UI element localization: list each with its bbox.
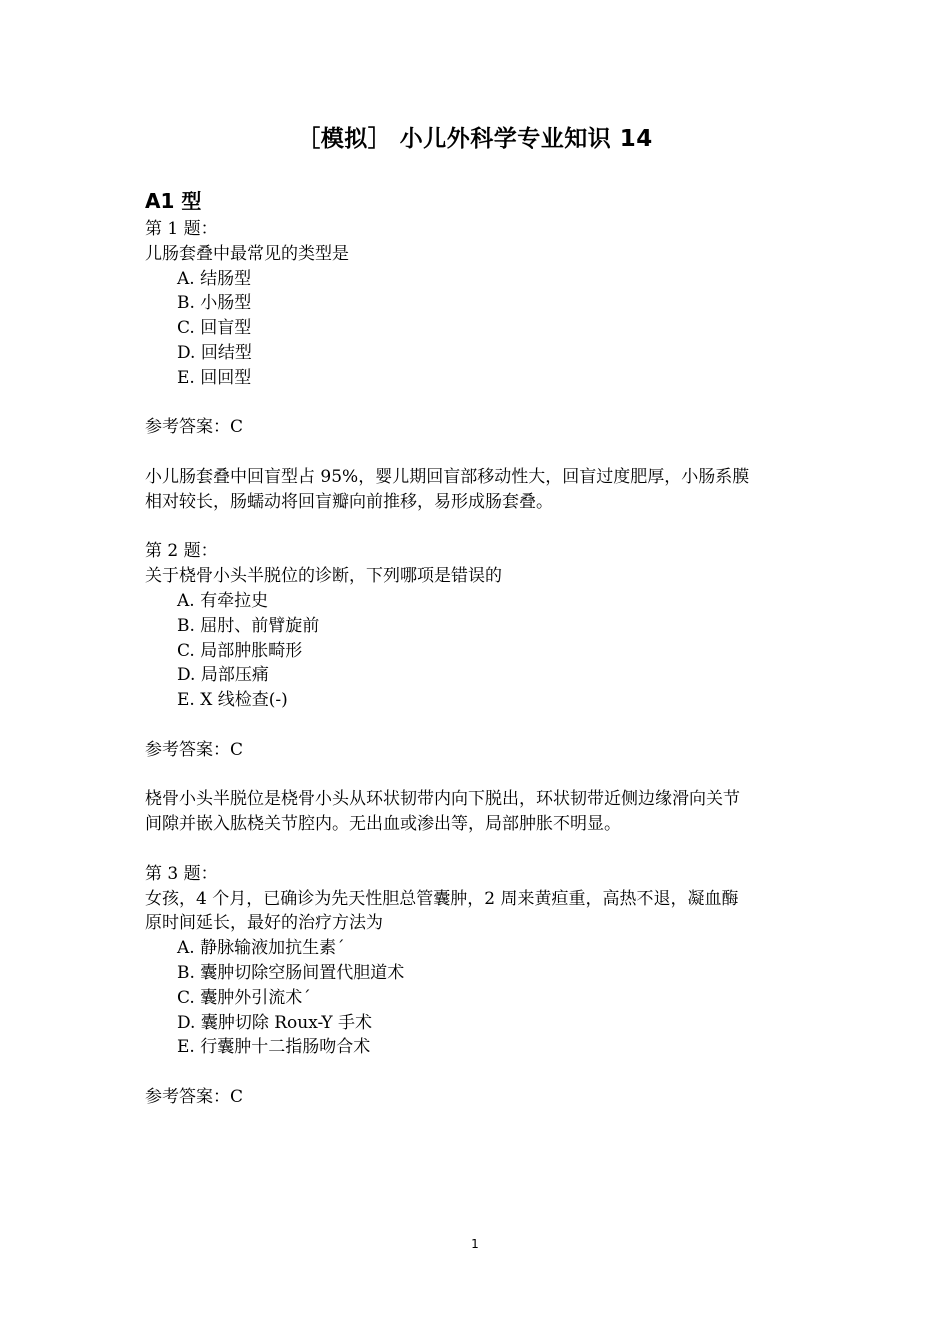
option-e: E. 回回型 (177, 367, 252, 388)
document-title: ［模拟］ 小儿外科学专业知识 14 (297, 126, 653, 152)
question-stem: 原时间延长，最好的治疗方法为 (145, 913, 383, 934)
explanation-line: 相对较长，肠蠕动将回盲瓣向前推移，易形成肠套叠。 (145, 491, 553, 512)
question-3 (145, 862, 815, 1110)
question-number: 第 2 题： (145, 541, 218, 562)
option-a: A. 结肠型 (177, 268, 252, 289)
option-c: C. 囊肿外引流术´ (177, 987, 311, 1008)
option-c: C. 回盲型 (177, 318, 252, 339)
explanation-line: 间隙并嵌入肱桡关节腔内。无出血或渗出等，局部肿胀不明显。 (145, 814, 621, 835)
reference-answer: 参考答案：C (145, 739, 244, 760)
question-list (145, 217, 815, 1110)
option-d: D. 囊肿切除 Roux-Y 手术 (177, 1012, 373, 1033)
section-heading: A1 型 (145, 189, 202, 213)
option-d: D. 回结型 (177, 342, 252, 363)
reference-answer: 参考答案：C (145, 1086, 244, 1107)
question-stem: 关于桡骨小头半脱位的诊断，下列哪项是错误的 (145, 566, 502, 587)
option-a: A. 有牵拉史 (177, 590, 269, 611)
question-number: 第 3 题： (145, 863, 218, 884)
explanation-line: 小儿肠套叠中回盲型占 95%，婴儿期回盲部移动性大，回盲过度肥厚，小肠系膜 (145, 466, 750, 487)
explanation-line: 桡骨小头半脱位是桡骨小头从环状韧带内向下脱出，环状韧带近侧边缘滑向关节 (145, 789, 740, 810)
option-e: E. 行囊肿十二指肠吻合术 (177, 1037, 371, 1058)
option-b: B. 屈肘、前臂旋前 (177, 615, 320, 636)
option-e: E. X 线检查(-) (177, 690, 288, 711)
option-b: B. 小肠型 (177, 293, 252, 314)
question-1 (145, 217, 815, 539)
option-b: B. 囊肿切除空肠间置代胆道术 (177, 962, 405, 983)
option-d: D. 局部压痛 (177, 665, 269, 686)
option-c: C. 局部肿胀畸形 (177, 640, 303, 661)
page-number: 1 (471, 1237, 479, 1251)
option-a: A. 静脉输液加抗生素´ (177, 938, 345, 959)
question-2 (145, 539, 815, 861)
question-stem: 女孩，4 个月，已确诊为先天性胆总管囊肿，2 周来黄疸重，高热不退，凝血酶 (145, 888, 739, 909)
question-number: 第 1 题： (145, 219, 218, 239)
question-stem: 儿肠套叠中最常见的类型是 (145, 243, 349, 264)
reference-answer: 参考答案：C (145, 417, 244, 438)
